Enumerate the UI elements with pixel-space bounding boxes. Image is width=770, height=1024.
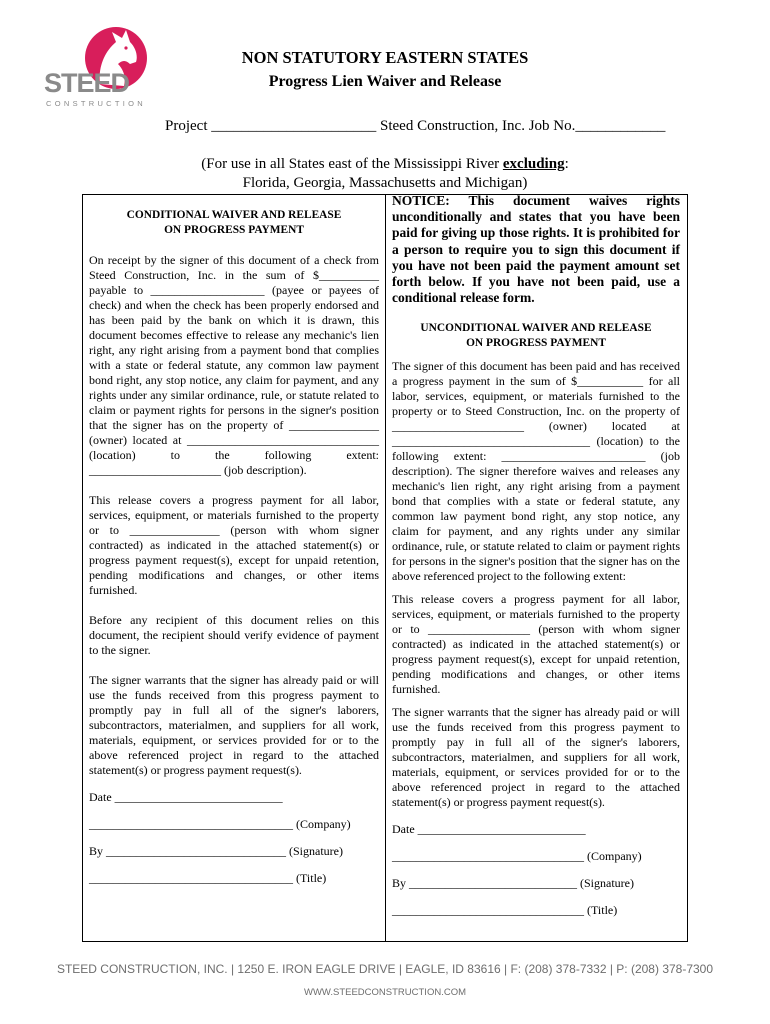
logo-subtitle: CONSTRUCTION xyxy=(46,99,147,108)
conditional-heading: CONDITIONAL WAIVER AND RELEASE ON PROGRESS PAYMENT xyxy=(126,209,342,236)
project-job-line: Project ______________________ Steed Construction, Inc. Job No.____________ xyxy=(165,118,666,134)
usage-note-line2: Florida, Georgia, Massachusetts and Michigan) xyxy=(242,175,528,191)
footer-address: STEED CONSTRUCTION, INC. | 1250 E. IRON EAGLE DRIVE | EAGLE, ID 83616 | F: (208) 378-7332 | P: (208) 378-7300 xyxy=(56,962,714,976)
conditional-para-3: Before any recipient of this document relies on this document, the recipient should verify evidence of payment to the signer. xyxy=(89,613,379,657)
unconditional-company-field[interactable]: ________________________________ (Company) xyxy=(392,849,642,864)
conditional-para-4: The signer warrants that the signer has already paid or will use the funds received from this progress payment to promptly pay in full all of the signer's laborers, subcontractors, materialmen, and suppliers for all work, materials, equipment, or services provided for or to the above referenced project in regard to the attached statement(s) or progress payment request(s). xyxy=(89,673,379,777)
excluding-emphasis: excluding xyxy=(502,156,565,172)
unconditional-para-2: This release covers a progress payment for all labor, services, equipment, or materials furnished to the property or to _________________ (person with whom signer contracted) as indicated in the attached statement(s) or progress payment request(s), except for unpaid retention, pending modifications and changes, or other items furnished. xyxy=(392,592,680,697)
conditional-title-field[interactable]: __________________________________ (Title) xyxy=(89,871,327,885)
notice-text: NOTICE: This document waives rights unconditionally and states that you have been paid for giving up those rights. It is prohibited for a person to require you to sign this document if you have not been paid the payment amount set forth below. If you have not been paid, use a conditional release form. xyxy=(392,193,680,306)
unconditional-title-field[interactable]: ________________________________ (Title) xyxy=(392,903,618,918)
unconditional-signature-field[interactable]: By ____________________________ (Signature) xyxy=(392,876,634,891)
conditional-signature-field[interactable]: By ______________________________ (Signature) xyxy=(89,844,343,858)
column-divider xyxy=(385,194,386,942)
conditional-date-field[interactable]: Date ____________________________ xyxy=(89,790,283,804)
document-title: NON STATUTORY EASTERN STATES xyxy=(241,48,529,67)
unconditional-waiver-column xyxy=(392,193,680,918)
logo-name: STEED xyxy=(44,68,130,98)
conditional-para-2: This release covers a progress payment for all labor, services, equipment, or materials furnished to the property or to _______________ (person with whom signer contracted) as indicated in the attached statement(s) or progress payment request(s), except for unpaid retention, pending modifications and changes, or other items furnished. xyxy=(89,493,379,597)
document-subtitle: Progress Lien Waiver and Release xyxy=(268,73,502,90)
conditional-waiver-column xyxy=(89,208,379,886)
footer-website[interactable]: WWW.STEEDCONSTRUCTION.COM xyxy=(303,987,466,998)
conditional-para-1: On receipt by the signer of this document of a check from Steed Construction, Inc. in the sum of $__________ payable to ___________________ (payee or payees of check) and when the check has been properly endorsed and has been paid by the bank on which it is drawn, this document becomes effective to release any mechanic's lien right, any right arising from a payment bond that complies with a state or federal statute, any common law payment bond right, any stop notice, any claim for payment, and any rights under any similar ordinance, rule, or statute related to claim or payment rights for persons in the signer's position that the signer has on the property of _______________ (owner) located at ________________________________ (location) to the following extent: ______________________ (job description). xyxy=(89,253,379,477)
conditional-company-field[interactable]: __________________________________ (Company) xyxy=(89,817,351,831)
unconditional-date-field[interactable]: Date ____________________________ xyxy=(392,822,586,837)
usage-note-line1: (For use in all States east of the Mississippi River excluding: xyxy=(201,156,569,172)
unconditional-para-3: The signer warrants that the signer has already paid or will use the funds received from this progress payment to promptly pay in full all of the signer's laborers, subcontractors, materialmen, and suppliers for all work, materials, equipment, or services provided for or to the above referenced project in regard to the attached statement(s) or progress payment request(s). xyxy=(392,705,680,810)
unconditional-para-1: The signer of this document has been paid and has received a progress payment in the sum of $___________ for all labor, services, equipment, or materials furnished to the property or to Steed Construction, Inc. on the property of ______________________ (owner) located at _________________________________ (location) to the following extent: ________________________ (job description). The signer therefore waives and releases any mechanic's lien right, any right arising from a payment bond that complies with a state or federal statute, any common law payment bond right, any stop notice, any claim for payment, and any rights under any similar ordinance, rule, or statute related to claim or payment rights for persons in the signer's position that the signer has on the above referenced project to the following extent: xyxy=(392,359,680,584)
company-logo xyxy=(38,22,150,112)
unconditional-heading: UNCONDITIONAL WAIVER AND RELEASE ON PROGRESS PAYMENT xyxy=(420,322,652,350)
